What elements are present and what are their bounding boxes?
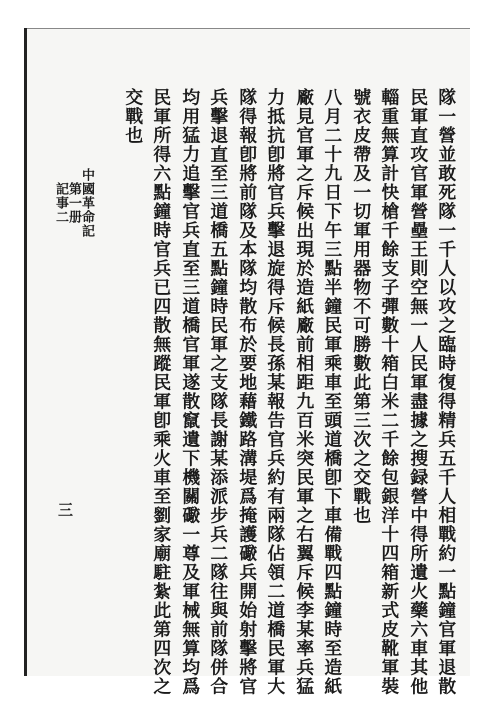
text-column-5: 八月二十九日下午三點半鐘民軍乘車至頭道橋卽下車備戰四點鐘時至造紙 <box>321 88 343 696</box>
text-column-3: 輜重無算計快槍千餘支子彈數十箱白米二千餘包銀洋十四箱新式皮靴軍裝 <box>378 88 400 696</box>
text-column-12: 交戰也 <box>122 88 144 145</box>
text-column-6: 廠見官軍之斥候出現於造紙廠前相距九百米突民軍之右翼斥候李某率兵猛 <box>293 88 315 696</box>
text-column-10: 均用猛力追擊官兵直至三道橋官軍遂散竄遺下機關礮一尊及軍械無算均爲 <box>179 88 201 696</box>
page-number: 三 <box>56 502 74 517</box>
text-column-7: 力抵抗卽將官兵擊退旋得斥候長孫某報告官兵約有兩隊佔領二道橋民軍大 <box>264 88 286 696</box>
text-column-8: 隊得報卽將前隊及本隊均散布於要地藉鐵路溝堤爲掩護礮兵開始射擊將官 <box>236 88 258 696</box>
running-header <box>54 168 93 238</box>
page-left-edge <box>24 28 27 676</box>
text-column-1: 隊一營並敢死隊一千人以攻之臨時復得精兵五千人相戰約一點鐘官軍退散 <box>435 88 457 696</box>
book-page <box>24 28 470 696</box>
page-top-edge <box>24 28 470 29</box>
book-title: 中國革命記 <box>79 168 94 238</box>
text-column-2: 民軍直攻官軍營壘王則空無一人民軍盡據之搜録營中得所遺火藥六車其他 <box>407 88 429 696</box>
text-column-11: 民軍所得六點鐘時官兵已四散無蹤民軍卽乘火車至劉家廟駐紮此第四次之 <box>150 88 172 696</box>
text-column-9: 兵擊退直至三道橋五點鐘時民軍之支隊長謝某添派步兵二隊往與前隊併合 <box>207 88 229 696</box>
volume-label: 第一册 <box>66 182 81 224</box>
text-column-4: 號衣皮帶及一切軍用器物不可勝數此第三次之交戰也 <box>350 88 372 525</box>
section-label: 記事二 <box>53 182 68 224</box>
